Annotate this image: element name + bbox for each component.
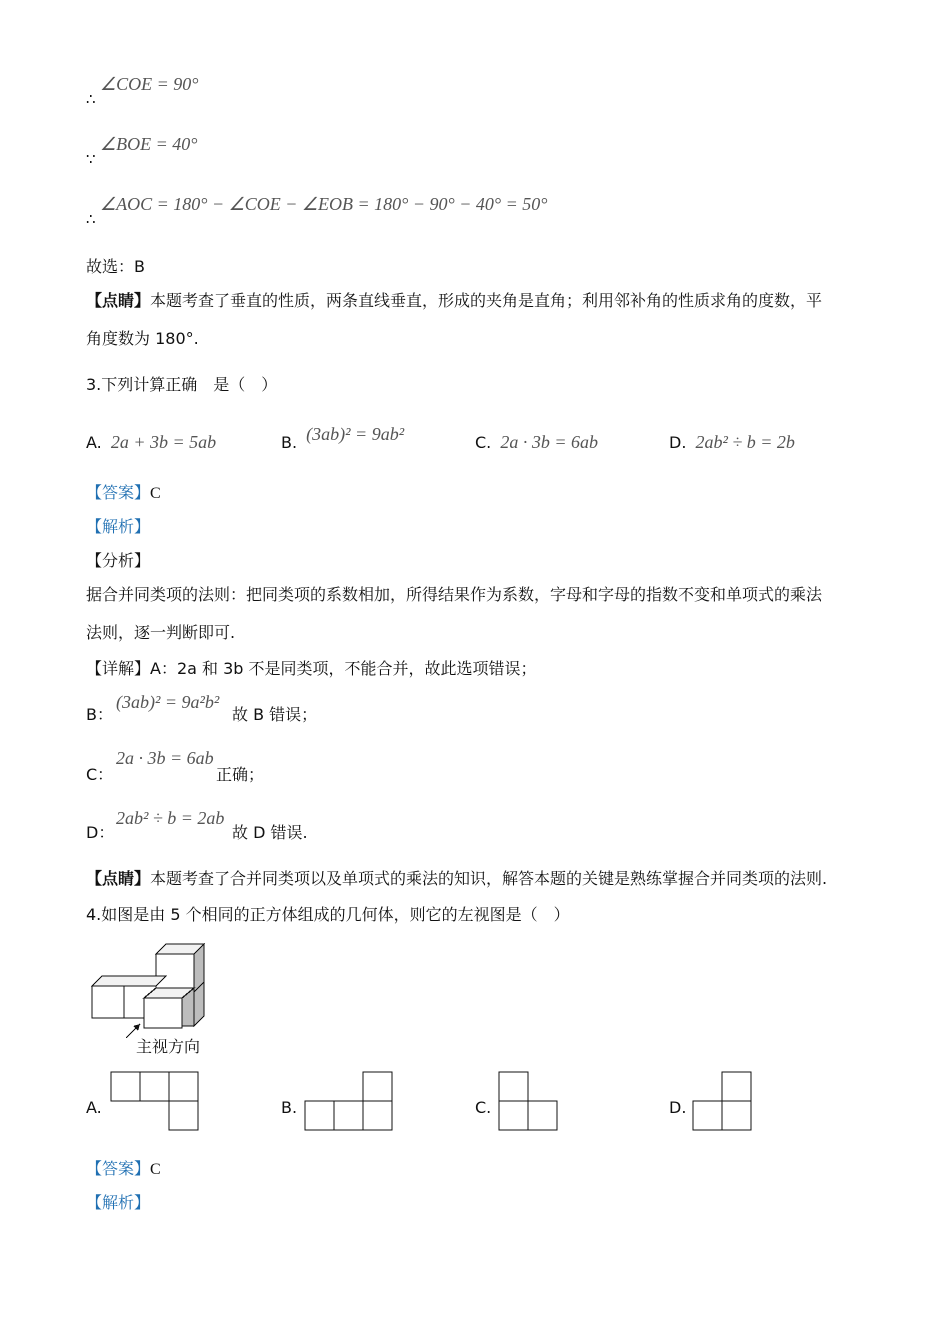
- q4-stem: 4.如图是由 5 个相同的正方体组成的几何体，则它的左视图是（ ）: [86, 905, 570, 924]
- therefore-symbol: ∴: [86, 210, 96, 228]
- answer-tag: 【答案】: [86, 1159, 151, 1178]
- q3-option-c: [475, 432, 598, 453]
- q3-option-a: [86, 432, 216, 453]
- q3-analysis-tag: 【解析】: [86, 517, 151, 536]
- q3-detail-d-tail: 故 D 错误.: [232, 823, 308, 842]
- equation-coe: ∠COE = 90°: [100, 74, 199, 94]
- q4-analysis-tag: 【解析】: [86, 1193, 151, 1212]
- q4-answer: [86, 1156, 161, 1179]
- cube-figure: [86, 940, 226, 1032]
- option-expr: (3ab)² = 9ab²: [306, 424, 405, 444]
- choice-line: 故选：B: [86, 257, 145, 276]
- q4-option-d-label: D.: [669, 1098, 687, 1117]
- q3-detail-d-label: D：: [86, 823, 115, 842]
- comment-tag: 【点睛】: [86, 291, 151, 310]
- answer-tag: 【答案】: [86, 483, 151, 502]
- option-expr: 2a · 3b = 6ab: [500, 432, 599, 452]
- comment-tag: 【点睛】: [86, 869, 151, 888]
- option-label: B.: [281, 433, 298, 452]
- option-expr: 2ab² ÷ b = 2b: [695, 432, 795, 452]
- q3-detail-b-tail: 故 B 错误；: [232, 705, 318, 724]
- q3-stem: 3.下列计算正确 是（ ）: [86, 375, 278, 394]
- option-label: C.: [475, 433, 492, 452]
- figure-caption: 主视方向: [136, 1037, 201, 1056]
- option-label: A.: [86, 433, 102, 452]
- cube-top-face: [92, 976, 166, 986]
- answer-value: C: [150, 485, 161, 502]
- q4-option-c-label: C.: [475, 1098, 492, 1117]
- q4-option-c-view: [498, 1071, 560, 1133]
- q3-detail-c-tail: 正确；: [216, 765, 265, 784]
- q3-comment: [86, 866, 827, 889]
- comment-text-continued: 角度数为 180°.: [86, 329, 199, 348]
- equation-boe: ∠BOE = 40°: [100, 134, 198, 154]
- cube-front-face: [156, 954, 194, 992]
- q3-option-d: [669, 432, 795, 453]
- therefore-symbol: ∴: [86, 90, 96, 108]
- because-symbol: ∵: [86, 150, 96, 168]
- q3-fenxi-tag: 【分析】: [86, 551, 151, 570]
- detail-tag: 【详解】: [86, 659, 151, 678]
- option-expr: 2a + 3b = 5ab: [110, 432, 217, 452]
- q3-fenxi-text: 据合并同类项的法则：把同类项的系数相加，所得结果作为系数，字母和字母的指数不变和单项式的乘法: [86, 585, 823, 604]
- equation-aoc: ∠AOC = 180° − ∠COE − ∠EOB = 180° − 90° − 40° = 50°: [100, 194, 548, 214]
- q3-detail-b-label: B：: [86, 705, 113, 724]
- q3-detail-d-expr: 2ab² ÷ b = 2ab: [116, 808, 225, 828]
- q3-detail-a: [86, 656, 537, 679]
- comment-paragraph: [86, 288, 822, 311]
- q4-option-a-view: [110, 1071, 200, 1133]
- option-label: D.: [669, 433, 687, 452]
- q4-option-d-view: [692, 1071, 754, 1133]
- q3-fenxi-text-continued: 法则，逐一判断即可.: [86, 623, 236, 642]
- q3-detail-c-expr: 2a · 3b = 6ab: [116, 748, 214, 768]
- q4-option-b-label: B.: [281, 1098, 298, 1117]
- q3-detail-c-label: C：: [86, 765, 114, 784]
- q3-answer: [86, 480, 161, 503]
- answer-value: C: [150, 1161, 161, 1178]
- q4-option-b-view: [304, 1071, 394, 1133]
- comment-text: 本题考查了垂直的性质，两条直线垂直，形成的夹角是直角；利用邻补角的性质求角的度数，平: [150, 291, 823, 310]
- comment-text: 本题考查了合并同类项以及单项式的乘法的知识，解答本题的关键是熟练掌握合并同类项的法则.: [150, 869, 828, 888]
- cube-front-face: [92, 986, 124, 1018]
- detail-a-text: A：2a 和 3b 不是同类项，不能合并，故此选项错误；: [150, 659, 537, 678]
- q4-option-a-label: A.: [86, 1098, 102, 1117]
- q3-detail-b-expr: (3ab)² = 9a²b²: [116, 692, 220, 712]
- q3-option-b: [281, 424, 405, 453]
